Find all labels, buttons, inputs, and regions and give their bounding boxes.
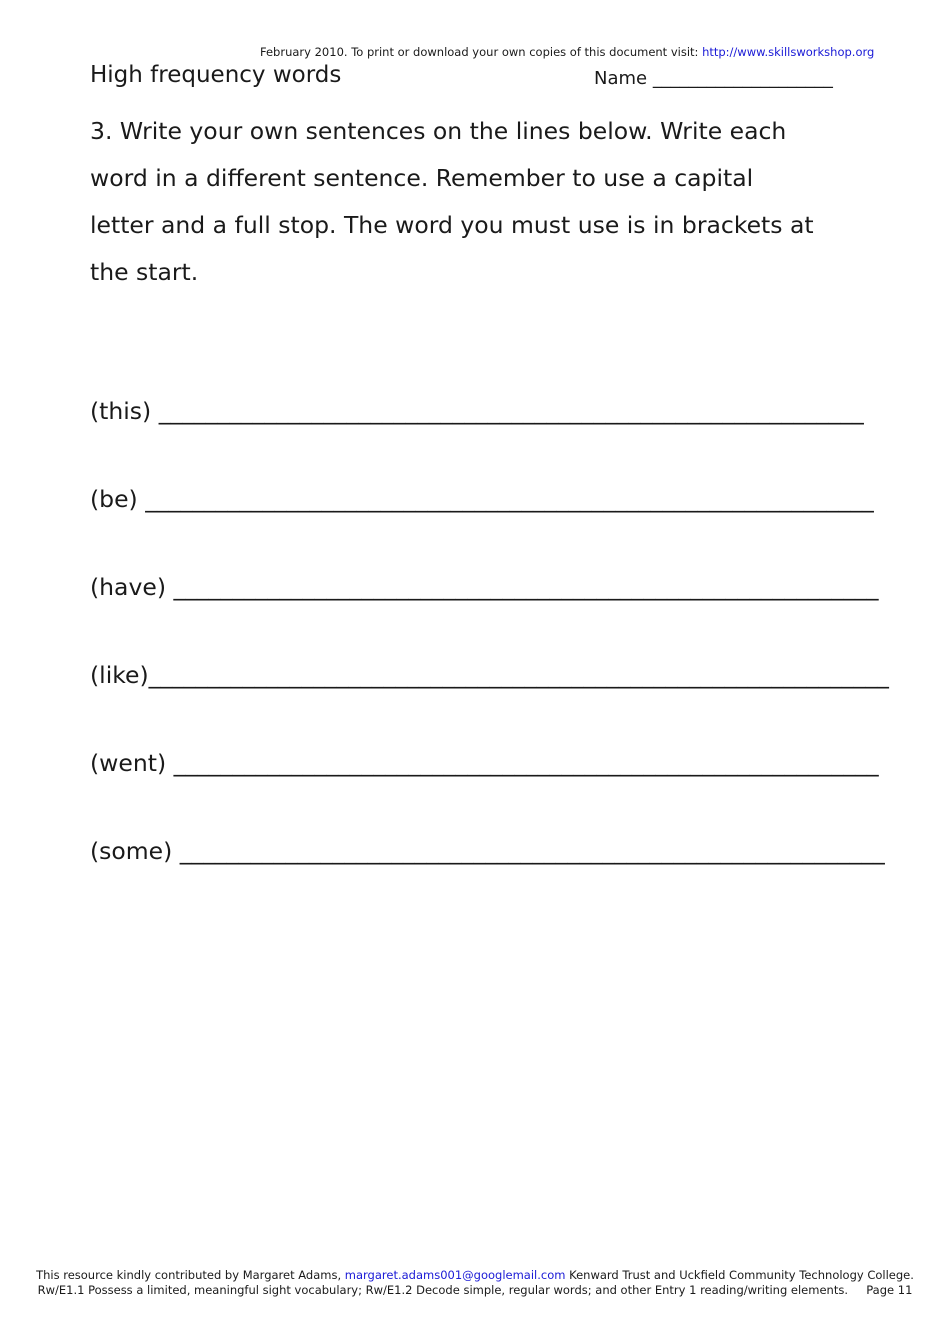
header-note-text: February 2010. To print or download your own copies of this document visit: <box>260 45 703 59</box>
writing-line: ______________________________________________________________ <box>145 485 874 513</box>
footer-organisation: Kenward Trust and Uckfield Community Technology College. <box>565 1268 914 1282</box>
answer-label: (went) <box>90 749 174 777</box>
answer-line-have <box>90 573 878 601</box>
answer-label: (some) <box>90 837 180 865</box>
answer-label: (like) <box>90 661 149 689</box>
instruction-line: the start. <box>90 258 199 286</box>
header-note <box>260 45 874 59</box>
footer-credit-text: This resource kindly contributed by Margaret Adams, <box>36 1268 345 1282</box>
answer-line-some <box>90 837 885 865</box>
answer-line-went <box>90 749 879 777</box>
instruction-line: letter and a full stop. The word you must use is in brackets at <box>90 211 814 239</box>
name-field: Name ____________________ <box>594 68 833 89</box>
writing-line: ____________________________________________________________ <box>173 573 879 601</box>
footer-curriculum <box>0 1283 950 1297</box>
instructions <box>90 108 860 296</box>
footer-credit <box>0 1268 950 1282</box>
page-title: High frequency words <box>90 62 342 88</box>
answer-line-this <box>90 397 864 425</box>
skillsworkshop-link[interactable]: http://www.skillsworkshop.org <box>702 45 875 59</box>
instruction-line: word in a different sentence. Remember to use a capital <box>90 164 754 192</box>
answer-label: (this) <box>90 397 159 425</box>
writing-line: ____________________________________________________________ <box>179 837 885 865</box>
instruction-line: 3. Write your own sentences on the lines below. Write each <box>90 117 787 145</box>
answer-line-be <box>90 485 874 513</box>
answer-label: (have) <box>90 573 174 601</box>
answer-line-like <box>90 661 889 689</box>
writing-line: ____________________________________________________________ <box>173 749 879 777</box>
footer-curriculum-text: Rw/E1.1 Possess a limited, meaningful sight vocabulary; Rw/E1.2 Decode simple, regular words; and other Entry 1 reading/writing elements. <box>37 1283 848 1297</box>
writing-line: ____________________________________________________________ <box>158 397 864 425</box>
page-number: Page 11 <box>866 1283 913 1297</box>
contributor-email-link[interactable]: margaret.adams001@googlemail.com <box>344 1268 566 1282</box>
answer-label: (be) <box>90 485 146 513</box>
writing-line: _______________________________________________________________ <box>148 661 889 689</box>
